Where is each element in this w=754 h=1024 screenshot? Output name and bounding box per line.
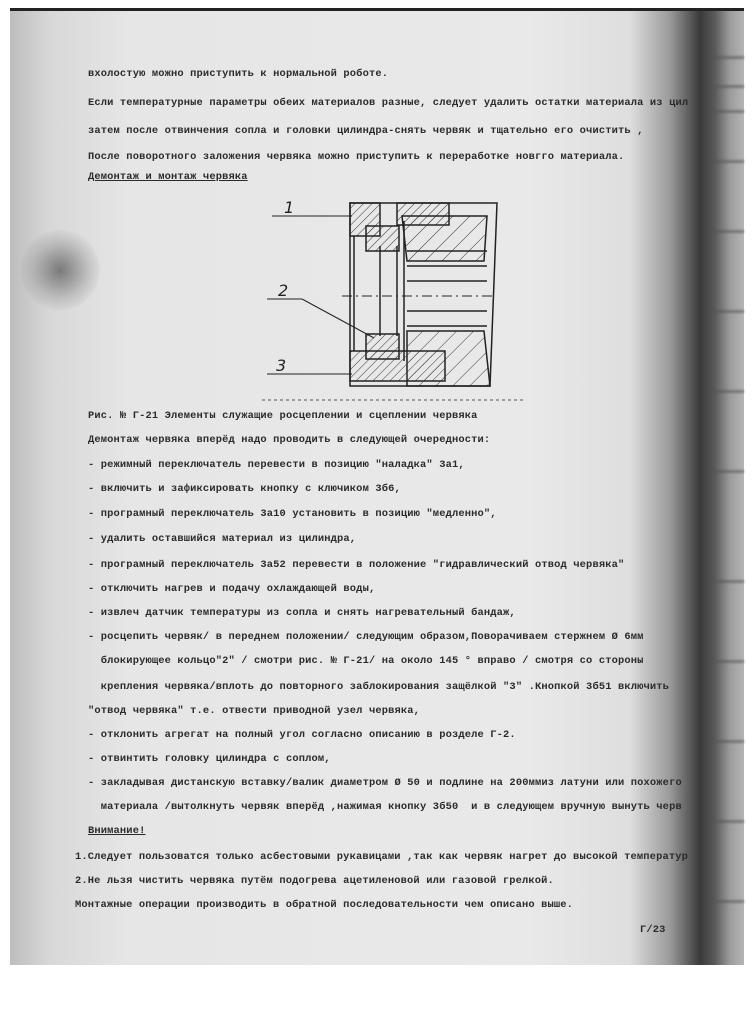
adjacent-page-text [714, 820, 744, 823]
step-item: - програмный переключатель 3а52 перевести в положение "гидравлический отвод червяка" [88, 559, 625, 571]
adjacent-page-text [714, 470, 744, 473]
adjacent-page-text [714, 900, 744, 903]
closing-line: Монтажные операции производить в обратной последовательности чем описано выше. [75, 899, 574, 911]
adjacent-page-text [714, 740, 744, 743]
paragraph-line: После поворотного заложения червяка можно приступить к переработке новгго материала. [88, 151, 625, 163]
intro-line: Демонтаж червяка вперёд надо проводить в следующей очередности: [88, 434, 491, 446]
attention-heading: Внимание! [88, 825, 146, 837]
adjacent-page-text [714, 160, 744, 163]
adjacent-page-text [714, 230, 744, 233]
adjacent-page-text [714, 390, 744, 393]
adjacent-page-text [714, 310, 744, 313]
scan-smudge [20, 230, 100, 310]
step-item: - програмный переключатель 3а10 установить в позицию "медленно", [88, 508, 497, 520]
adjacent-page-text [714, 580, 744, 583]
step-item: блокирующее кольцо"2" / смотри рис. № Г-21/ на около 145 ° вправо / смотря со стороны [88, 655, 644, 667]
step-item: "отвод червяка" т.е. отвести приводной узел червяка, [88, 705, 421, 717]
step-item: крепления червяка/вплоть до повторного заблокирования защёлкой "3" .Кнопкой 3б51 включить [88, 681, 670, 693]
figure-label-3: 3 [276, 356, 287, 375]
adjacent-page-text [714, 85, 744, 88]
adjacent-page-text [714, 660, 744, 663]
step-item: - отключить нагрев и подачу охлаждающей воды, [88, 583, 376, 595]
step-item: - росцепить червяк/ в переднем положении/ следующим образом,Поворачиваем стержнем Ø 6мм [88, 631, 644, 643]
figure-label-1: 1 [284, 198, 295, 217]
step-item: - закладывая дистанскую вставку/валик диаметром Ø 50 и подлине на 200ммиз латуни или похожего [88, 777, 682, 789]
step-item: - режимный переключатель перевести в позицию "наладка" 3а1, [88, 459, 465, 471]
section-heading: Демонтаж и монтаж червяка [88, 171, 248, 183]
adjacent-page-text [714, 110, 744, 113]
page-number: Г/23 [640, 924, 666, 936]
worm-coupling-figure [262, 186, 532, 406]
warning-item: 1.Следует пользоватся только асбестовыми рукавицами ,так как червяк нагрет до высокой температур [75, 851, 688, 863]
figure-caption: Рис. № Г-21 Элементы служащие росцеплении и сцеплении червяка [88, 410, 478, 422]
step-item: материала /вытолкнуть червяк вперёд ,нажимая кнопку 3б50 и в следующем вручную вынуть черв [88, 801, 682, 813]
figure-label-2: 2 [278, 281, 289, 300]
step-item: - отклонить агрегат на полный угол согласно описанию в розделе Г-2. [88, 729, 516, 741]
step-item: - отвинтить головку цилиндра с соплом, [88, 753, 331, 765]
adjacent-page-text [714, 56, 744, 59]
paragraph-line: затем после отвинчения сопла и головки цилиндра-снять червяк и тщательно его очистить , [88, 125, 644, 137]
paragraph-line: Если температурные параметры обеих материалов разные, следует удалить остатки материала из цил [88, 97, 689, 109]
paragraph-line: вхолостую можно приступить к нормальной роботе. [88, 68, 389, 80]
warning-item: 2.Не льзя чистить червяка путём подогрева ацетиленовой или газовой грелкой. [75, 875, 554, 887]
step-item: - извлеч датчик температуры из сопла и снять нагревательный бандаж, [88, 607, 516, 619]
step-item: - удалить оставшийся материал из цилиндра, [88, 533, 357, 545]
step-item: - включить и зафиксировать кнопку с ключиком 3б6, [88, 483, 401, 495]
